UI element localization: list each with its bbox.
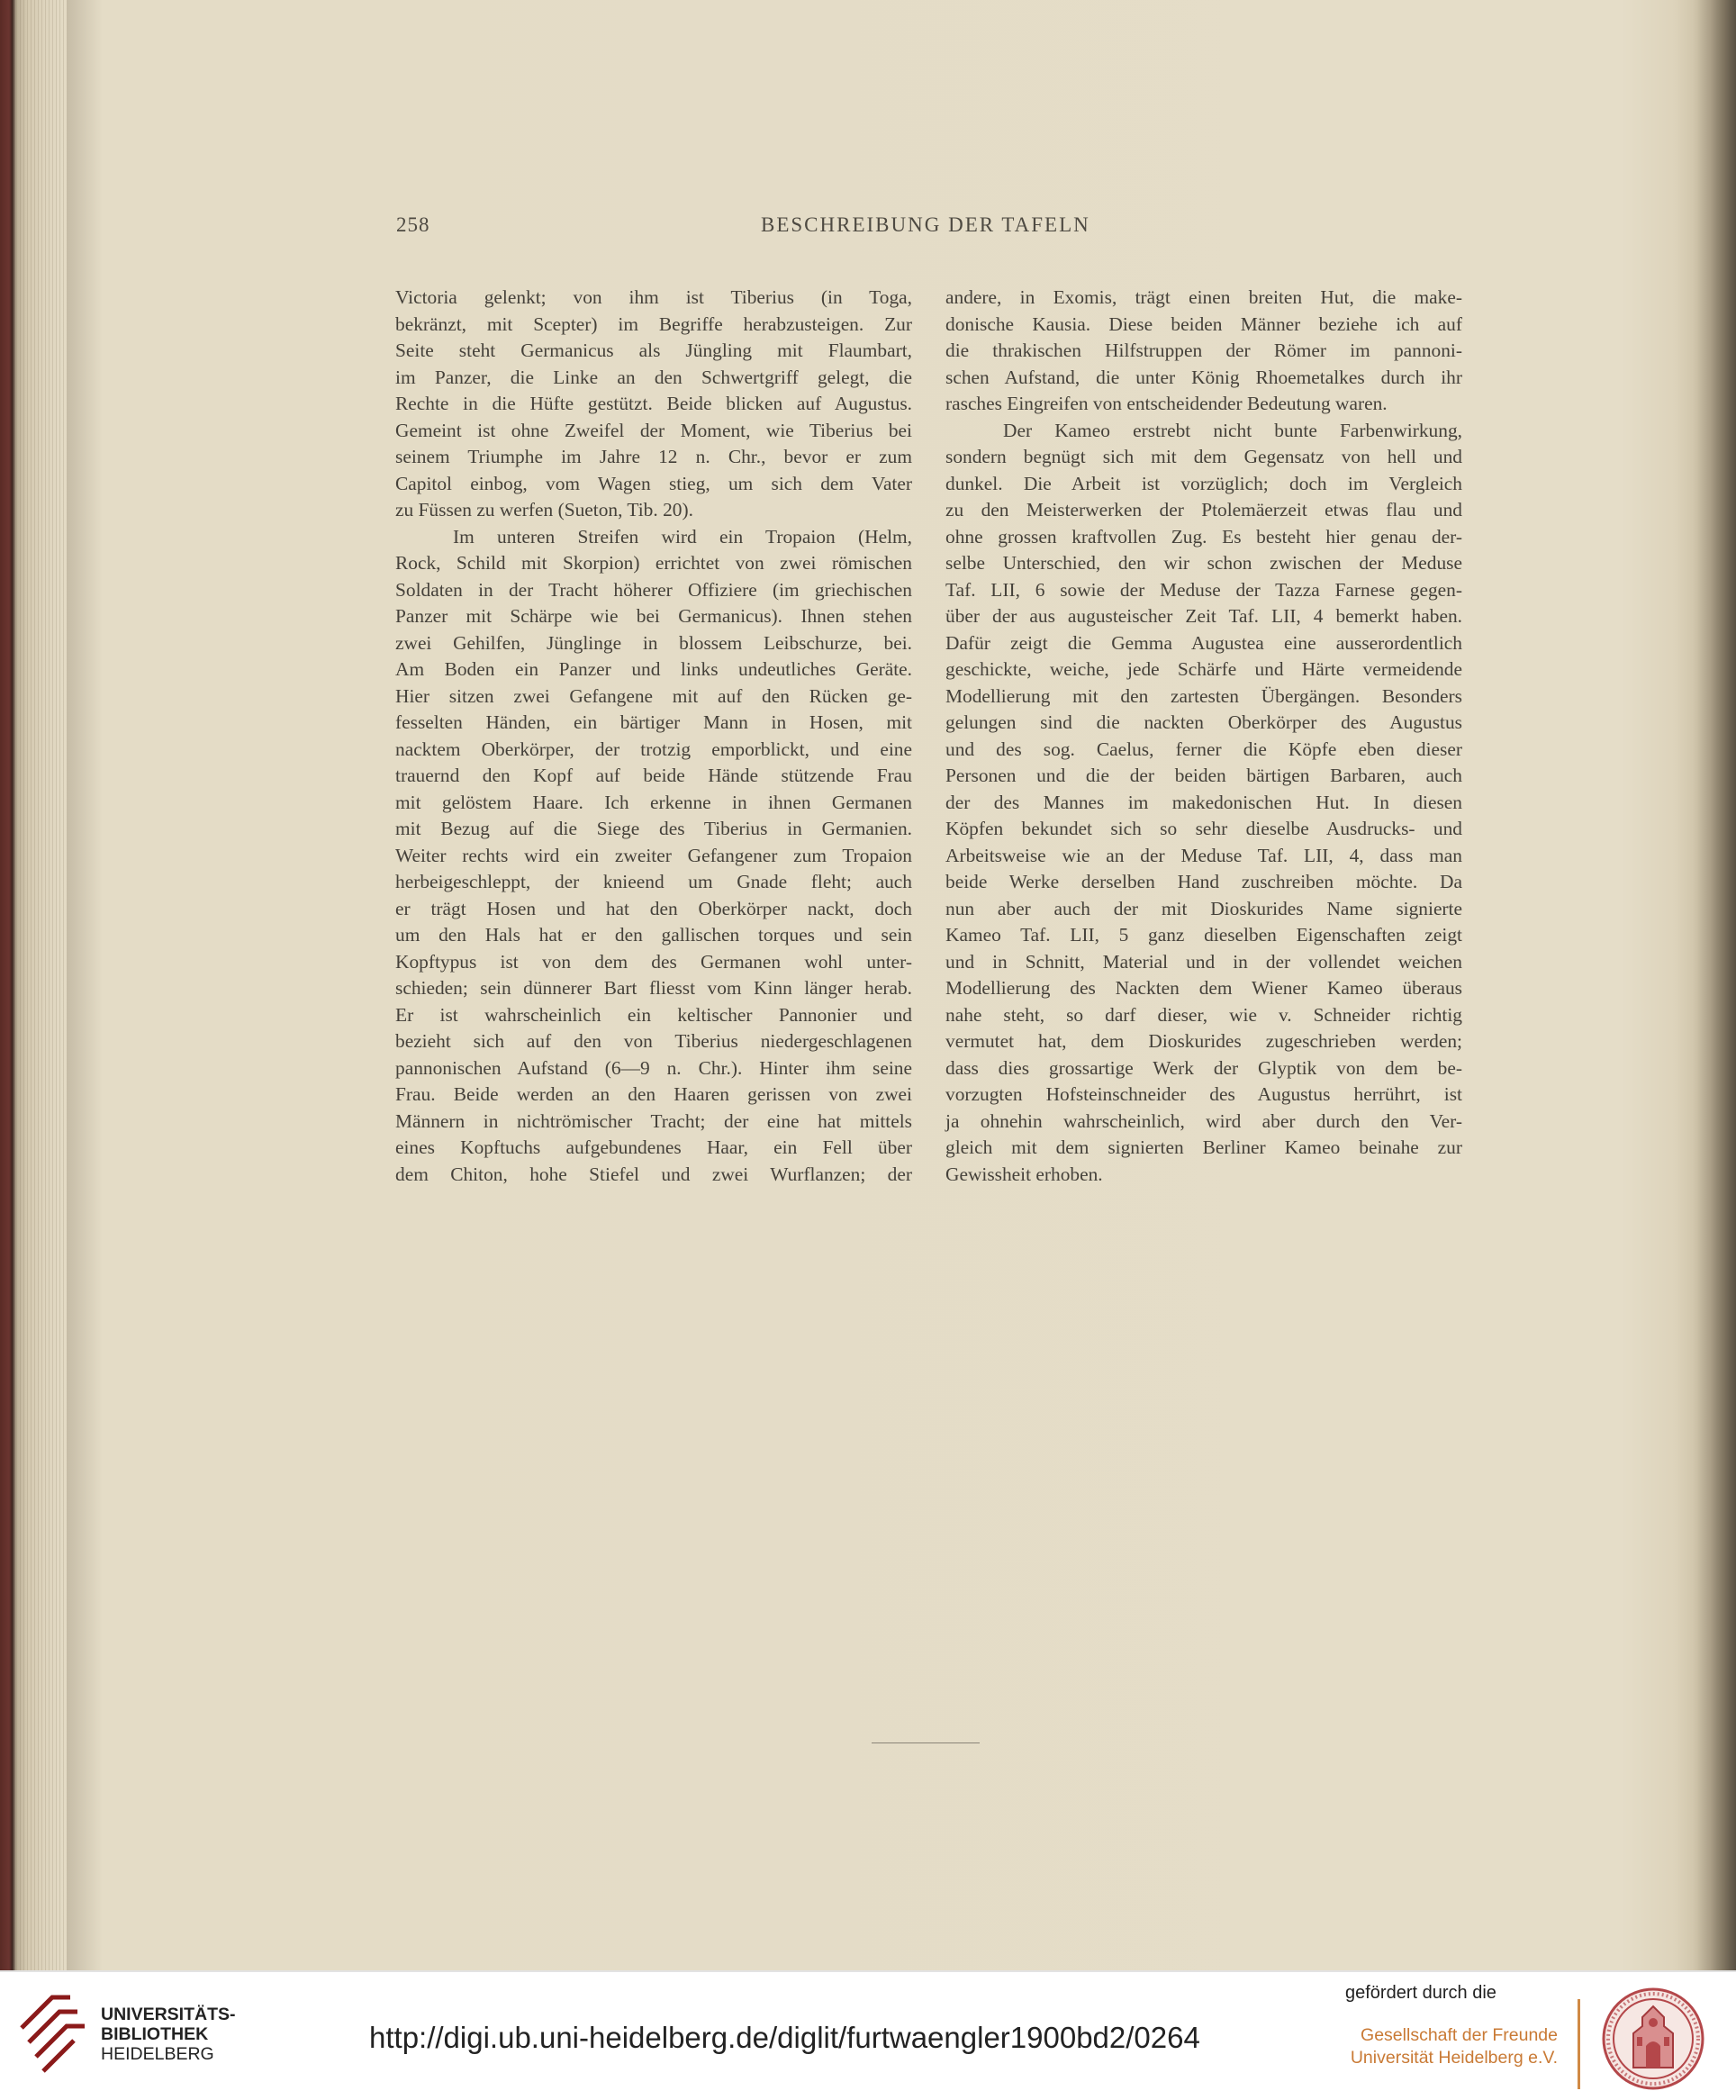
text-line: donische Kausia. Diese beiden Männer beziehe ich auf — [945, 312, 1462, 335]
text-line: geschickte, weiche, jede Schärfe und Härte vermeidende — [945, 658, 1462, 680]
text-line: Rock, Schild mit Skorpion) errichtet von zwei römischen — [395, 552, 912, 574]
text-line: seinem Triumphe im Jahre 12 n. Chr., bevor er zum — [395, 446, 912, 467]
text-line: zwei Gehilfen, Jünglinge in blossem Leibschurze, bei. — [395, 631, 912, 654]
funded-by-label: gefördert durch die — [1345, 1983, 1496, 2003]
page-number: 258 — [396, 213, 430, 236]
text-line: dunkel. Die Arbeit ist vorzüglich; doch im Vergleich — [945, 472, 1462, 494]
text-line: nun aber auch der mit Dioskurides Name signierte — [945, 897, 1462, 919]
library-name-line1: UNIVERSITÄTS- — [101, 2005, 236, 2024]
text-line: schen Aufstand, die unter König Rhoemetalkes durch ihr — [945, 366, 1462, 388]
text-line: Am Boden ein Panzer und links undeutliches Geräte. — [395, 658, 912, 680]
text-line: Taf. LII, 6 sowie der Meduse der Tazza Farnese gegen- — [945, 578, 1462, 601]
text-line: selbe Unterschied, den wir schon zwischen der Meduse — [945, 552, 1462, 574]
text-line: andere, in Exomis, trägt einen breiten Hut, die make- — [945, 286, 1462, 308]
end-rule — [872, 1742, 980, 1743]
footer — [0, 1970, 1736, 2100]
text-line: zu Füssen zu werfen (Sueton, Tib. 20). — [395, 499, 693, 520]
university-seal-icon — [1601, 1987, 1705, 2091]
text-line: bekränzt, mit Scepter) im Begriffe herabzusteigen. Zur — [395, 312, 912, 335]
text-line: um den Hals hat er den gallischen torques und sein — [395, 924, 912, 946]
text-line: Köpfen bekundet sich so sehr dieselbe Ausdrucks- und — [945, 818, 1462, 839]
sponsor-name-line2: Universität Heidelberg e.V. — [1350, 2048, 1558, 2068]
text-line: Weiter rechts wird ein zweiter Gefangener zum Tropaion — [395, 844, 912, 866]
text-line: Gemeint ist ohne Zweifel der Moment, wie Tiberius bei — [395, 419, 912, 441]
text-line: der des Mannes im makedonischen Hut. In diesen — [945, 791, 1462, 813]
permalink-url[interactable]: http://digi.ub.uni-heidelberg.de/diglit/furtwaengler1900bd2/0264 — [369, 2021, 1200, 2054]
text-line: mit gelöstem Haare. Ich erkenne in ihnen Germanen — [395, 791, 912, 813]
text-line: Der Kameo erstrebt nicht bunte Farbenwirkung, — [1003, 419, 1462, 441]
text-line: Männern in nichtrömischer Tracht; der eine hat mittels — [395, 1109, 912, 1132]
text-line: zu den Meisterwerken der Ptolemäerzeit etwas flau und — [945, 499, 1462, 520]
text-line: Hier sitzen zwei Gefangene mit auf den Rücken ge- — [395, 684, 912, 707]
gutter-shadow — [67, 0, 103, 1970]
text-line: herbeigeschleppt, der knieend um Gnade fleht; auch — [395, 871, 912, 892]
text-line: dass dies grossartige Werk der Glyptik von dem be- — [945, 1056, 1462, 1079]
text-line: Modellierung mit den zartesten Übergängen. Besonders — [945, 684, 1462, 707]
text-line: fesselten Händen, ein bärtiger Mann in Hosen, mit — [395, 711, 912, 733]
text-line: ja ohnehin wahrscheinlich, wird aber durch den Ver- — [945, 1109, 1462, 1132]
text-line: Seite steht Germanicus als Jüngling mit Flaumbart, — [395, 339, 912, 361]
text-line: schieden; sein dünnerer Bart fliesst vom Kinn länger herab. — [395, 977, 912, 999]
text-line: Dafür zeigt die Gemma Augustea eine ausserordentlich — [945, 631, 1462, 654]
text-line: vermutet hat, dem Dioskurides zugeschrieben werden; — [945, 1030, 1462, 1052]
text-column-right — [945, 285, 1462, 1188]
text-line: Soldaten in der Tracht höherer Offiziere (im griechischen — [395, 578, 912, 601]
text-line: Er ist wahrscheinlich ein keltischer Pannonier und — [395, 1003, 912, 1026]
text-line: gelungen sind die nackten Oberkörper des Augustus — [945, 711, 1462, 733]
ub-heidelberg-logo-icon — [16, 1992, 90, 2075]
text-line: Personen und die der beiden bärtigen Barbaren, auch — [945, 765, 1462, 786]
text-line: Rechte in die Hüfte gestützt. Beide blicken auf Augustus. — [395, 393, 912, 414]
text-line: vorzugten Hofsteinschneider des Augustus herrührt, ist — [945, 1083, 1462, 1105]
library-name-line3: HEIDELBERG — [101, 2044, 214, 2064]
text-line: über der aus augusteischer Zeit Taf. LII, 4 bemerkt haben. — [945, 605, 1462, 627]
library-name — [101, 2005, 236, 2064]
page-header: BESCHREIBUNG DER TAFELN — [761, 213, 1090, 236]
text-line: pannonischen Aufstand (6—9 n. Chr.). Hinter ihm seine — [395, 1056, 912, 1079]
text-line: sondern begnügt sich mit dem Gegensatz von hell und — [945, 446, 1462, 467]
text-column-left — [395, 285, 912, 1188]
text-line: mit Bezug auf die Siege des Tiberius in Germanien. — [395, 818, 912, 839]
text-line: bezieht sich auf den von Tiberius niedergeschlagenen — [395, 1030, 912, 1052]
text-line: Victoria gelenkt; von ihm ist Tiberius (in Toga, — [395, 286, 912, 308]
page-edges — [13, 0, 67, 1970]
text-line: Arbeitsweise wie an der Meduse Taf. LII, 4, dass man — [945, 844, 1462, 866]
text-line: er trägt Hosen und hat den Oberkörper nackt, doch — [395, 897, 912, 919]
text-line: trauernd den Kopf auf beide Hände stützende Frau — [395, 765, 912, 786]
text-line: beide Werke derselben Hand zuschreiben möchte. Da — [945, 871, 1462, 892]
text-line: Modellierung des Nackten dem Wiener Kameo überaus — [945, 977, 1462, 999]
text-line: Gewissheit erhoben. — [945, 1163, 1103, 1185]
text-line: Kameo Taf. LII, 5 ganz dieselben Eigenschaften zeigt — [945, 924, 1462, 946]
text-line: Capitol einbog, vom Wagen stieg, um sich dem Vater — [395, 472, 912, 494]
library-name-line2: BIBLIOTHEK — [101, 2024, 209, 2044]
text-line: Kopftypus ist von dem des Germanen wohl unter- — [395, 950, 912, 973]
text-line: rasches Eingreifen von entscheidender Bedeutung waren. — [945, 393, 1388, 414]
right-page-edge — [1693, 0, 1736, 1970]
text-line: gleich mit dem signierten Berliner Kameo beinahe zur — [945, 1136, 1462, 1158]
text-line: und des sog. Caelus, ferner die Köpfe eben dieser — [945, 738, 1462, 760]
sponsor-name-line1: Gesellschaft der Freunde — [1361, 2025, 1558, 2045]
sponsor-name — [1342, 2024, 1558, 2069]
text-line: die thrakischen Hilfstruppen der Römer im pannoni- — [945, 339, 1462, 361]
footer-divider — [1578, 1999, 1580, 2089]
text-line: ohne grossen kraftvollen Zug. Es besteht hier genau der- — [945, 525, 1462, 548]
text-line: eines Kopftuchs aufgebundenes Haar, ein Fell über — [395, 1136, 912, 1158]
text-line: dem Chiton, hohe Stiefel und zwei Wurflanzen; der — [395, 1163, 912, 1185]
text-line: Im unteren Streifen wird ein Tropaion (Helm, — [453, 525, 912, 548]
text-line: und in Schnitt, Material und in der vollendet weichen — [945, 950, 1462, 973]
text-line: nacktem Oberkörper, der trotzig emporblickt, und eine — [395, 738, 912, 760]
text-line: Frau. Beide werden an den Haaren gerissen von zwei — [395, 1083, 912, 1105]
text-line: Panzer mit Schärpe wie bei Germanicus). Ihnen stehen — [395, 605, 912, 627]
text-line: im Panzer, die Linke an den Schwertgriff gelegt, die — [395, 366, 912, 388]
text-line: nahe steht, so darf dieser, wie v. Schneider richtig — [945, 1003, 1462, 1026]
